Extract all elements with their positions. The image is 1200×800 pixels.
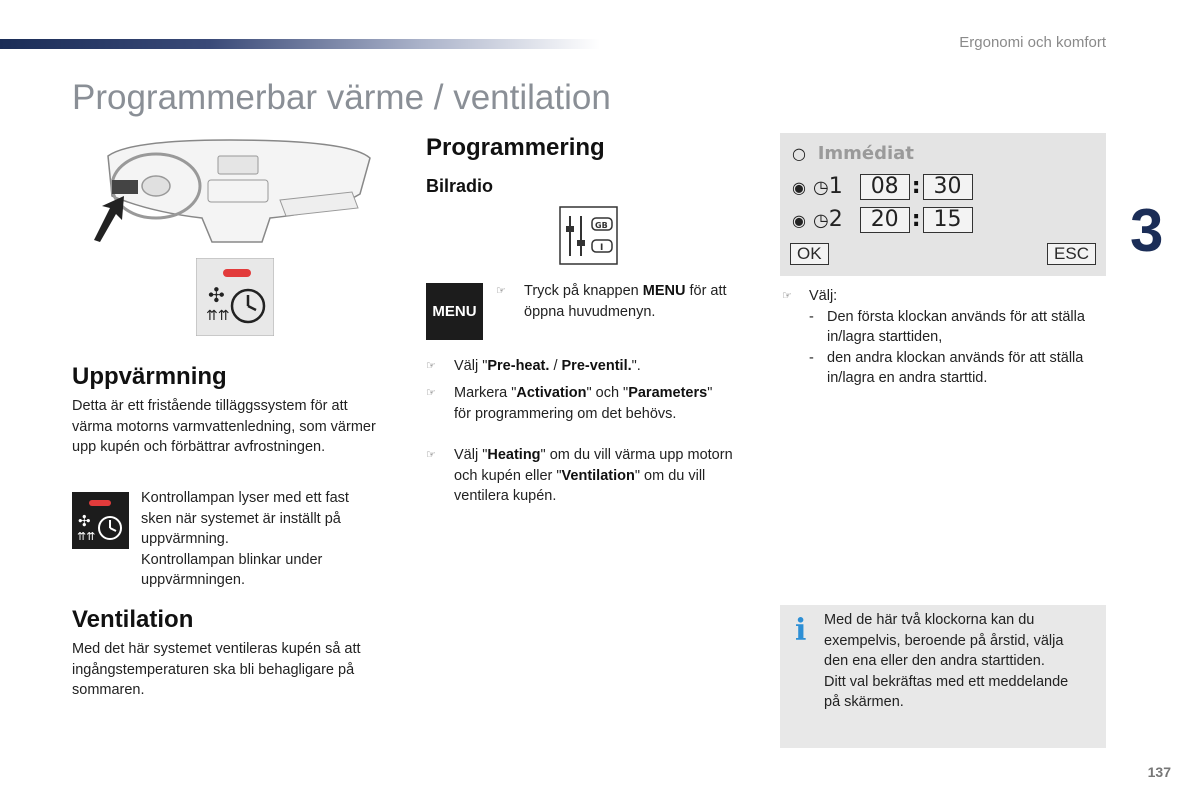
info-icon: i	[795, 613, 807, 648]
heater-timer-icon	[196, 258, 274, 336]
svg-text:GB: GB	[595, 221, 608, 230]
warning-lamp-icon	[72, 492, 129, 549]
clock1-hour: 08	[860, 174, 910, 200]
svg-text:I: I	[600, 243, 604, 253]
step-select-preheat: ☞ Välj "Pre-heat. / Pre-ventil.".	[454, 356, 641, 377]
pointer-icon: ☞	[426, 387, 436, 399]
chapter-number: 3	[1130, 197, 1164, 264]
page-title: Programmerbar värme / ventilation	[72, 78, 611, 117]
clock-icon: ◷	[812, 177, 829, 198]
step-select-heating: ☞ Välj "Heating" om du vill värma upp motorn och kupén eller "Ventilation" om du vill ventilera kupén.	[426, 447, 733, 504]
section-title: Ergonomi och komfort	[959, 34, 1106, 51]
svg-text:⇈⇈: ⇈⇈	[206, 308, 230, 324]
pointer-icon: ☞	[426, 449, 436, 461]
radio-settings-icon	[559, 206, 618, 265]
pointer-icon: ☞	[782, 290, 792, 302]
clock1-row: ◉ ◷1 08 : 30	[792, 174, 973, 200]
clock1-minute: 30	[923, 174, 973, 200]
clock2-minute: 15	[923, 207, 973, 233]
radio-screen	[780, 133, 1106, 276]
dashboard-illustration	[90, 134, 375, 246]
svg-text:✣: ✣	[78, 512, 91, 530]
clock2-row: ◉ ◷2 20 : 15	[792, 207, 973, 233]
step-press-menu: ☞ Tryck på knappen MENU för att öppna huvudmenyn.	[496, 283, 727, 320]
esc-button: ESC	[1047, 243, 1096, 265]
programming-heading: Programmering	[426, 134, 605, 161]
ok-button: OK	[790, 243, 829, 265]
immediate-row: ○ Immédiat	[792, 143, 914, 164]
info-text: Med de här två klockorna kan du exempelvis, beroende på årstid, välja den ena eller den andra starttiden. Ditt val bekräftas med ett meddelande på skärmen.	[824, 612, 1069, 710]
heating-heading: Uppvärmning	[72, 363, 227, 390]
radio-subheading: Bilradio	[426, 176, 494, 196]
header-bar	[0, 39, 600, 49]
pointer-icon: ☞	[426, 360, 436, 372]
ventilation-heading: Ventilation	[72, 606, 194, 633]
svg-text:✣: ✣	[208, 283, 225, 307]
svg-text:⇈⇈: ⇈⇈	[77, 530, 96, 543]
select-clock-text: ☞ Välj: - Den första klockan används för att ställa in/lagra starttiden, - den andra klockan används för att ställa in/lagra en andra starttid.	[782, 288, 1085, 386]
clock2-hour: 20	[860, 207, 910, 233]
lamp-text: Kontrollampan lyser med ett fast sken när systemet är inställt på uppvärmning. Kontrollampan blinkar under uppvärmningen.	[141, 490, 349, 588]
heating-text: Detta är ett fristående tilläggssystem för att värma motorns varmvattenledning, som värmer upp kupén och förbättrar avfrostningen.	[72, 398, 376, 455]
pointer-icon: ☞	[496, 285, 506, 297]
ventilation-text: Med det här systemet ventileras kupén så att ingångstemperaturen ska bli behagligare på sommaren.	[72, 641, 361, 698]
page-number: 137	[1147, 764, 1171, 780]
clock-icon: ◷	[812, 210, 829, 231]
step-mark-activation: ☞ Markera "Activation" och "Parameters" för programmering om det behövs.	[426, 385, 713, 422]
menu-button-icon: MENU	[426, 283, 483, 340]
